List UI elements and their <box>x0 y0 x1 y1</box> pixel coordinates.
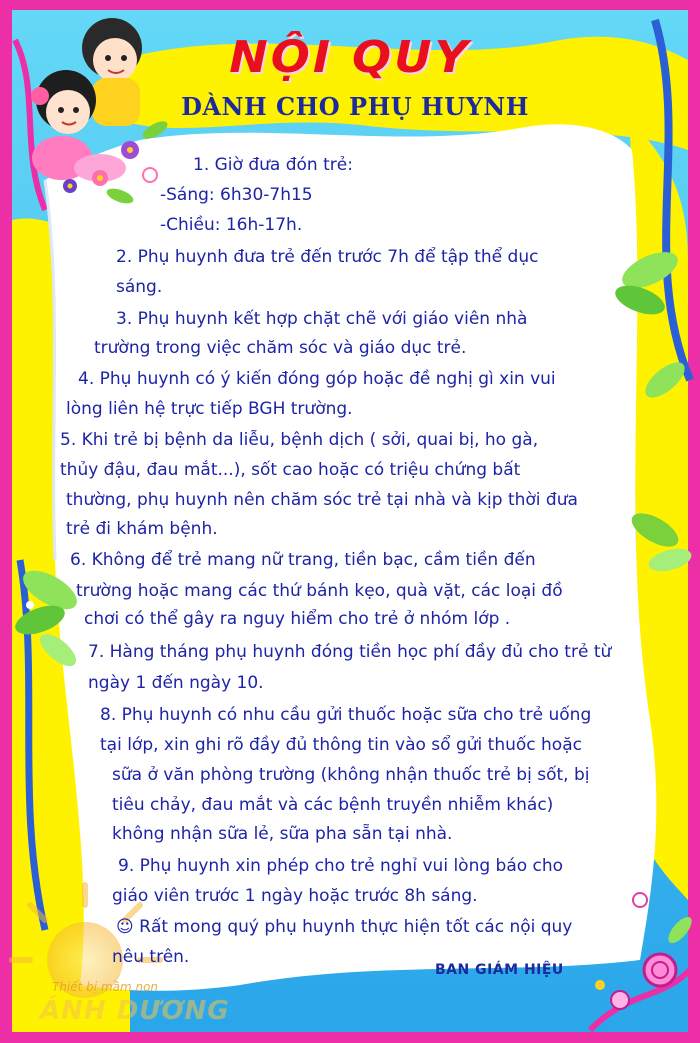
rule-line: 6. Không để trẻ mang nữ trang, tiền bạc, cầm tiền đến <box>70 550 536 570</box>
rule-line: 3. Phụ huynh kết hợp chặt chẽ với giáo viên nhà <box>116 309 528 329</box>
page-title: NỘI QUY <box>229 31 471 83</box>
rule-line: sữa ở văn phòng trường (không nhận thuốc trẻ bị sốt, bị <box>112 765 590 785</box>
rule-line: tại lớp, xin ghi rõ đầy đủ thông tin vào sổ gửi thuốc hoặc <box>100 735 582 755</box>
rule-line: nêu trên. <box>112 947 190 967</box>
rule-line: 7. Hàng tháng phụ huynh đóng tiền học phí đầy đủ cho trẻ từ <box>88 642 612 662</box>
signature: BAN GIÁM HIỆU <box>435 962 564 978</box>
rule-line: sáng. <box>116 277 163 297</box>
rule-line: ☺ Rất mong quý phụ huynh thực hiện tốt các nội quy <box>116 917 573 937</box>
rule-line: giáo viên trước 1 ngày hoặc trước 8h sáng. <box>112 886 478 906</box>
rule-line: -Sáng: 6h30-7h15 <box>160 185 313 205</box>
rule-line: 4. Phụ huynh có ý kiến đóng góp hoặc đề nghị gì xin vui <box>78 369 556 389</box>
watermark-tagline: Thiết bị mầm non <box>52 980 159 994</box>
rule-line: 5. Khi trẻ bị bệnh da liễu, bệnh dịch ( sởi, quai bị, ho gà, <box>60 430 539 450</box>
rule-line: ngày 1 đến ngày 10. <box>88 673 264 693</box>
rule-line: thủy đậu, đau mắt...), sốt cao hoặc có triệu chứng bất <box>60 460 521 480</box>
rule-line: 9. Phụ huynh xin phép cho trẻ nghỉ vui lòng báo cho <box>118 856 564 876</box>
rule-line: trường hoặc mang các thứ bánh kẹo, quà vặt, các loại đồ <box>76 581 563 601</box>
page-subtitle: DÀNH CHO PHỤ HUYNH <box>181 92 529 121</box>
rule-line: không nhận sữa lẻ, sữa pha sẵn tại nhà. <box>112 824 453 844</box>
rule-line: tiêu chảy, đau mắt và các bệnh truyền nhiễm khác) <box>112 795 554 815</box>
rule-line: chơi có thể gây ra nguy hiểm cho trẻ ở nhóm lớp . <box>84 609 511 629</box>
rule-line: 1. Giờ đưa đón trẻ: <box>193 155 353 175</box>
rule-line: trường trong việc chăm sóc và giáo dục trẻ. <box>94 338 467 358</box>
rule-line: thường, phụ huynh nên chăm sóc trẻ tại nhà và kịp thời đưa <box>66 490 578 510</box>
rule-line: 8. Phụ huynh có nhu cầu gửi thuốc hoặc sữa cho trẻ uống <box>100 705 592 725</box>
rule-line: trẻ đi khám bệnh. <box>66 519 218 539</box>
rule-line: lòng liên hệ trực tiếp BGH trường. <box>66 399 353 419</box>
rule-line: -Chiều: 16h-17h. <box>160 215 303 235</box>
rule-line: 2. Phụ huynh đưa trẻ đến trước 7h để tập thể dục <box>116 247 539 267</box>
watermark-brand: ÁNH DƯƠNG <box>40 996 230 1026</box>
